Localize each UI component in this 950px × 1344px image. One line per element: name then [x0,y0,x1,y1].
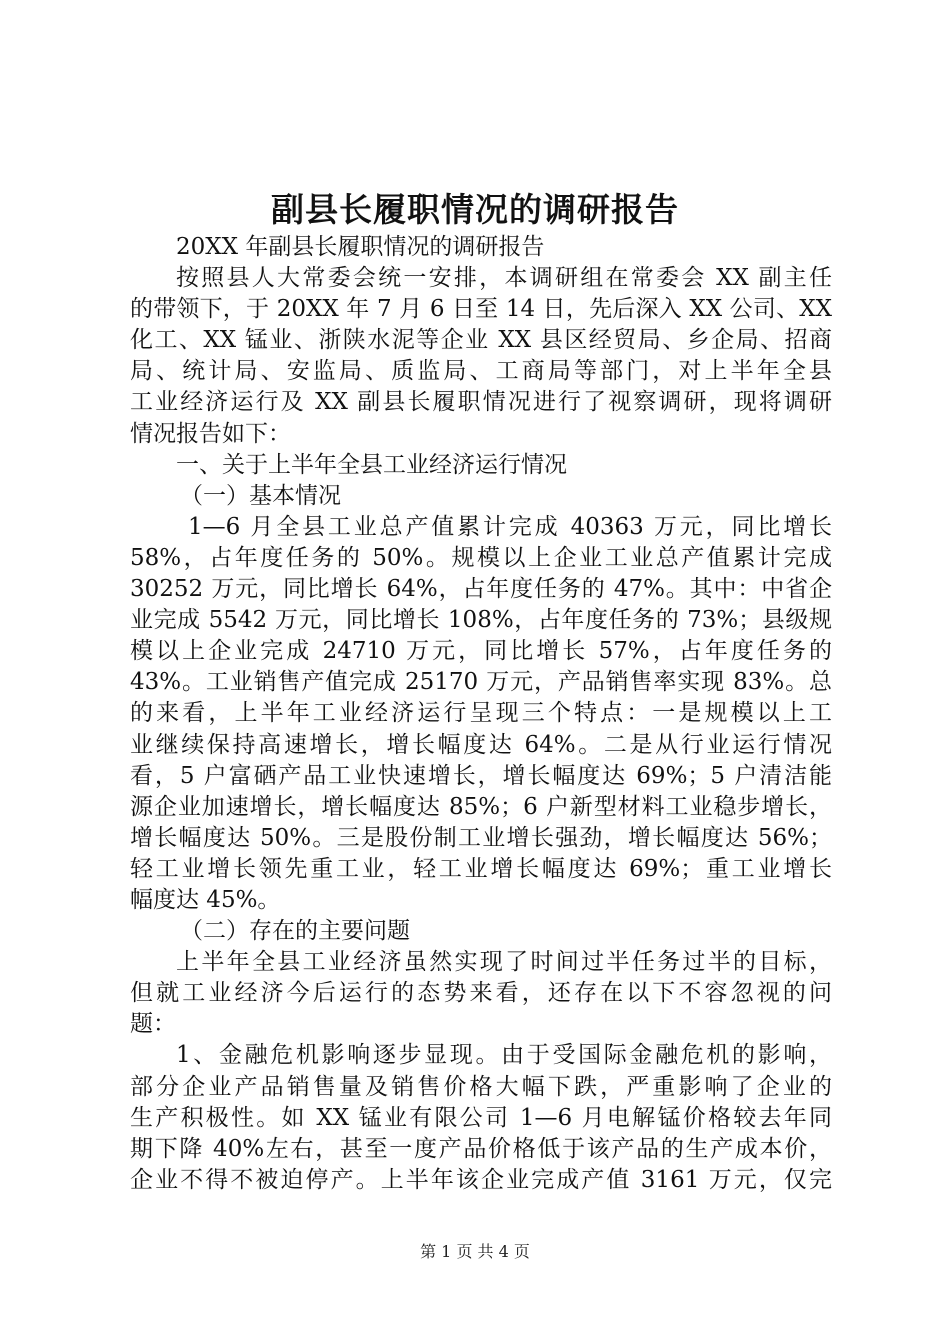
paragraph-line: 部分企业产品销售量及销售价格大幅下跌，严重影响了企业的 [130,1073,832,1100]
paragraph-line: 1、金融危机影响逐步显现。由于受国际金融危机的影响， [176,1042,832,1069]
paragraph-line: 工业经济运行及 XX 副县长履职情况进行了视察调研，现将调研 [130,389,832,416]
paragraph-line: 化工、XX 锰业、浙陕水泥等企业 XX 县区经贸局、乡企局、招商 [130,327,832,354]
subtitle-line: 20XX 年副县长履职情况的调研报告 [176,234,545,260]
paragraph-line: 看，5 户富硒产品工业快速增长，增长幅度达 69%；5 户清洁能 [130,762,832,789]
subsection-heading: （二）存在的主要问题 [180,918,410,945]
document-title: 副县长履职情况的调研报告 [271,190,679,229]
section-heading: 一、关于上半年全县工业经济运行情况 [176,451,567,478]
paragraph-line: 1—6 月全县工业总产值累计完成 40363 万元，同比增长 [188,513,832,540]
document-body [130,232,832,1196]
paragraph-line: 模以上企业完成 24710 万元，同比增长 57%，占年度任务的 [130,638,832,665]
paragraph-line: 局、统计局、安监局、质监局、工商局等部门，对上半年全县 [130,358,832,385]
paragraph-line: 情况报告如下： [130,420,291,447]
paragraph-line: 的来看，上半年工业经济运行呈现三个特点：一是规模以上工 [130,700,832,727]
page-footer: 第 1 页 共 4 页 [420,1242,530,1261]
paragraph-line: 业继续保持高速增长，增长幅度达 64%。二是从行业运行情况 [130,731,832,758]
paragraph-line: 30252 万元，同比增长 64%，占年度任务的 47%。其中：中省企 [130,576,832,603]
paragraph-line: 幅度达 45%。 [130,886,281,913]
paragraph-line: 但就工业经济今后运行的态势来看，还存在以下不容忽视的问 [130,980,832,1007]
paragraph-line: 上半年全县工业经济虽然实现了时间过半任务过半的目标， [176,949,832,976]
paragraph-line: 企业不得不被迫停产。上半年该企业完成产值 3161 万元，仅完 [130,1166,832,1193]
paragraph-line: 题： [130,1011,176,1038]
subsection-heading: （一）基本情况 [180,482,341,509]
paragraph-line: 按照县人大常委会统一安排，本调研组在常委会 XX 副主任 [176,265,832,292]
paragraph-line: 期下降 40%左右，甚至一度产品价格低于该产品的生产成本价， [130,1135,832,1162]
paragraph-line: 的带领下，于 20XX 年 7 月 6 日至 14 日，先后深入 XX 公司、XX [130,296,832,323]
paragraph-line: 增长幅度达 50%。三是股份制工业增长强劲，增长幅度达 56%； [130,824,832,851]
paragraph-line: 生产积极性。如 XX 锰业有限公司 1—6 月电解锰价格较去年同 [130,1104,832,1131]
paragraph-line: 业完成 5542 万元，同比增长 108%，占年度任务的 73%；县级规 [130,607,832,634]
paragraph-line: 轻工业增长领先重工业，轻工业增长幅度达 69%；重工业增长 [130,855,832,882]
paragraph-line: 43%。工业销售产值完成 25170 万元，产品销售率实现 83%。总 [130,669,832,696]
paragraph-line: 源企业加速增长，增长幅度达 85%；6 户新型材料工业稳步增长， [130,793,832,820]
paragraph-line: 58%，占年度任务的 50%。规模以上企业工业总产值累计完成 [130,544,832,571]
